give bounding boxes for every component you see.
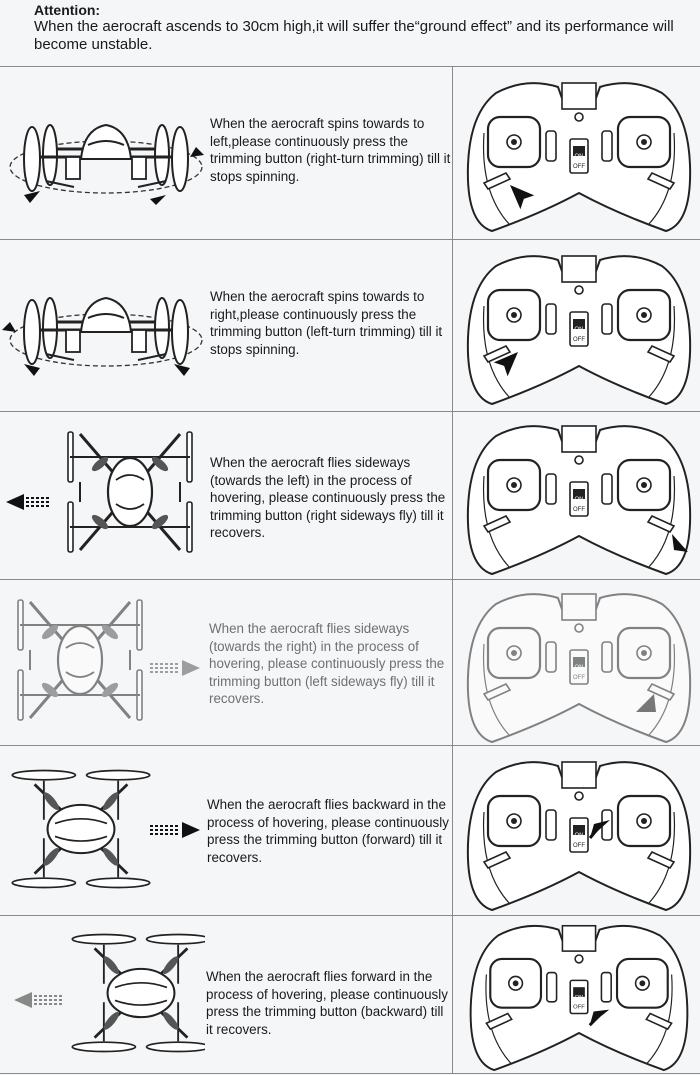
on-label: ON: [574, 665, 584, 671]
off-label: OFF: [573, 843, 585, 849]
step-row-4: [0, 579, 700, 746]
remote-controller: [466, 916, 692, 1072]
remote-controller: [466, 752, 692, 912]
step-5-text: When the aerocraft flies backward in the process of hovering, please continuously press the trimming button (forward) till it recovers.: [207, 797, 449, 865]
off-label: OFF: [573, 675, 585, 681]
step-row-3: [0, 411, 700, 580]
off-label: OFF: [573, 507, 585, 513]
step-row-6: [0, 915, 700, 1074]
attention-text: When the aerocraft ascends to 30cm high,it will suffer the“ground effect” and its performance will become unstable.: [34, 18, 674, 53]
attention-note: [34, 2, 674, 54]
step-row-2: [0, 239, 700, 412]
remote-controller: [466, 73, 692, 233]
on-label: ON: [574, 833, 584, 839]
attention-heading: Attention:: [34, 2, 101, 18]
drone-spin-left-illustration: [0, 67, 205, 239]
step-row-1: [0, 66, 700, 239]
on-label: ON: [574, 327, 584, 333]
step-3-text: When the aerocraft flies sideways (towards the left) in the process of hovering, please continuously press the trimming button (right sideways fly) till it recovers.: [210, 455, 446, 541]
off-label: OFF: [573, 337, 585, 343]
step-2-text: When the aerocraft spins towards to right,please continuously press the trimming button (left-turn trimming) till it stops spinning.: [210, 289, 443, 357]
step-6-text: When the aerocraft flies forward in the process of hovering, please continuously press the trimming button (backward) till it recovers.: [206, 969, 448, 1037]
on-label: ON: [574, 497, 584, 503]
drone-drift-left-illustration: [0, 412, 205, 580]
off-label: OFF: [573, 164, 585, 170]
step-4-text: When the aerocraft flies sideways (towards the right) in the process of hovering, please continuously press the trimming button (left sideways fly) till it recovers.: [209, 621, 445, 707]
step-1-text: When the aerocraft spins towards to left,please continuously press the trimming button (right-turn trimming) till it stops spinning.: [210, 116, 451, 184]
on-label: ON: [574, 994, 584, 1001]
step-row-5: [0, 745, 700, 916]
remote-controller: [466, 584, 692, 744]
drone-drift-backward-illustration: [0, 746, 205, 916]
drone-spin-right-illustration: [0, 240, 205, 412]
on-label: ON: [574, 154, 584, 160]
remote-controller: [466, 246, 692, 406]
off-label: OFF: [573, 1004, 585, 1011]
drone-drift-right-illustration: [0, 580, 205, 746]
drone-drift-forward-illustration: [0, 916, 205, 1073]
remote-controller: [466, 416, 692, 576]
